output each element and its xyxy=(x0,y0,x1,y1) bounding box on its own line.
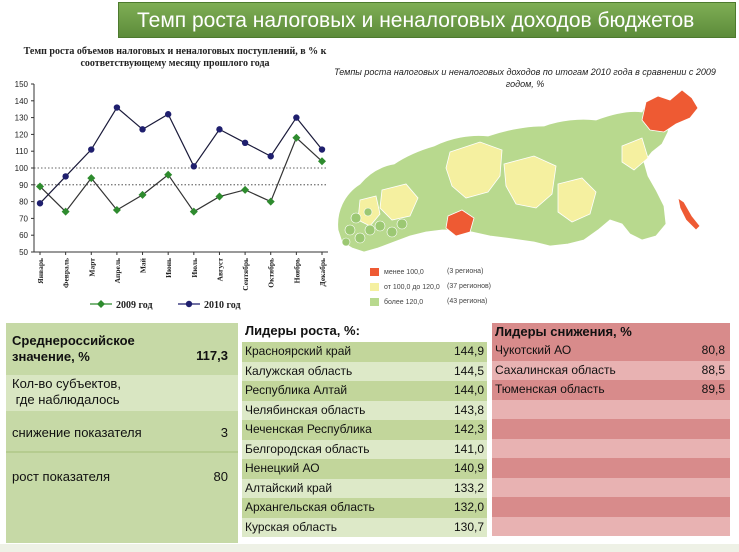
line-chart xyxy=(0,72,345,317)
y-tick-label: 150 xyxy=(14,80,28,89)
map-legend-low xyxy=(370,268,484,276)
footer-bar xyxy=(0,544,739,552)
title-bar xyxy=(118,2,736,38)
leader-name: Челябинская область xyxy=(245,402,366,417)
y-tick-label: 90 xyxy=(19,180,28,190)
decrease-value: 3 xyxy=(220,425,228,440)
data-point-2010 xyxy=(242,140,248,146)
leader-name: Курская область xyxy=(245,519,337,534)
leader-value: 140,9 xyxy=(453,461,484,475)
data-point-2010 xyxy=(165,111,171,117)
y-tick-label: 80 xyxy=(19,197,28,207)
page-title: Темп роста налоговых и неналоговых доходов бюджетов xyxy=(137,9,695,32)
map-legend-high xyxy=(370,298,488,306)
loser-row-empty xyxy=(492,419,730,439)
chart-series xyxy=(36,104,326,215)
leader-name: Архангельская область xyxy=(245,500,375,514)
summary-title-line1: Среднероссийское xyxy=(12,333,135,348)
leader-name: Алтайский край xyxy=(245,480,333,495)
summary-value: 117,3 xyxy=(196,348,228,363)
legend-label: 2010 год xyxy=(204,300,241,311)
data-point-2010 xyxy=(191,163,197,169)
legend-swatch-red xyxy=(370,268,379,276)
loser-row-empty xyxy=(492,400,730,420)
loser-row-empty xyxy=(492,497,730,517)
data-point-2010 xyxy=(114,104,120,110)
loser-name: Тюменская область xyxy=(495,382,605,396)
increase-row xyxy=(12,469,232,484)
legend-low-label: менее 100,0 xyxy=(384,268,424,276)
x-tick-label: Октябрь xyxy=(266,258,276,288)
series-line xyxy=(40,138,322,212)
loser-name: Сахалинская область xyxy=(495,362,616,377)
leader-row xyxy=(242,479,487,499)
legend-swatch-yellow xyxy=(370,283,379,291)
increase-value: 80 xyxy=(213,469,228,484)
map-title-line2: годом, % xyxy=(505,79,545,89)
legend-high-count: (43 региона) xyxy=(447,298,488,305)
losers-heading-bar xyxy=(492,323,730,341)
legend-mid-count: (37 регионов) xyxy=(447,283,492,290)
data-point-2010 xyxy=(139,126,145,132)
count-label-line1: Кол-во субъектов, xyxy=(12,376,121,391)
y-tick-label: 120 xyxy=(14,130,28,140)
leader-row xyxy=(242,498,487,518)
leader-row xyxy=(242,518,487,538)
leader-row xyxy=(242,362,487,382)
chart-title-line1: Темп роста объемов налоговых и неналоговых поступлений, в % к xyxy=(23,46,327,57)
legend-mid-label: от 100,0 до 120,0 xyxy=(384,283,440,291)
leader-row xyxy=(242,440,487,460)
y-tick-label: 100 xyxy=(14,164,28,173)
legend-marker xyxy=(186,301,192,307)
loser-row-empty xyxy=(492,517,730,537)
y-tick-label: 50 xyxy=(19,248,28,257)
y-tick-label: 140 xyxy=(14,96,28,106)
leader-value: 142,3 xyxy=(453,422,484,436)
russia-map xyxy=(330,80,732,260)
x-tick-label: Ноябрь xyxy=(292,258,302,284)
leader-name: Калужская область xyxy=(245,363,353,378)
data-point-2009 xyxy=(241,186,249,194)
legend-high-label: более 120,0 xyxy=(384,298,424,306)
chart-title-line2: соответствующему месяцу прошлого года xyxy=(80,58,270,69)
decrease-row xyxy=(12,425,232,440)
data-point-2009 xyxy=(190,208,198,216)
x-tick-label: Август xyxy=(215,258,225,282)
data-point-2010 xyxy=(293,114,299,120)
loser-name: Чукотский АО xyxy=(495,343,572,357)
loser-row xyxy=(492,380,730,400)
loser-row-empty xyxy=(492,478,730,498)
x-tick-label: Июнь xyxy=(164,258,174,278)
chart-axes xyxy=(15,80,328,291)
map-region-sakhalin xyxy=(678,198,700,230)
leader-row xyxy=(242,401,487,421)
loser-value: 80,8 xyxy=(701,343,725,357)
loser-row-empty xyxy=(492,439,730,459)
data-point-2010 xyxy=(216,126,222,132)
loser-row xyxy=(492,341,730,361)
leader-value: 144,0 xyxy=(453,383,484,397)
leaders-heading: Лидеры роста, %: xyxy=(245,323,360,338)
decrease-label: снижение показателя xyxy=(12,425,142,440)
map-title-line1: Темпы роста налоговых и неналоговых доходов по итогам 2010 года в сравнении с 2009 xyxy=(334,67,716,77)
leader-row xyxy=(242,342,487,362)
x-tick-label: Сентябрь xyxy=(241,258,251,291)
y-tick-label: 60 xyxy=(19,231,28,241)
x-tick-label: Март xyxy=(87,258,97,277)
legend-low-count: (3 региона) xyxy=(447,268,484,275)
chart-legend xyxy=(90,300,241,311)
x-tick-label: Декабрь xyxy=(318,258,327,287)
map-legend-mid xyxy=(370,283,492,291)
leader-name: Красноярский край xyxy=(245,344,352,358)
legend-swatch-green xyxy=(370,298,379,306)
losers-heading: Лидеры снижения, % xyxy=(495,324,632,339)
leader-name: Республика Алтай xyxy=(245,383,348,397)
data-point-2010 xyxy=(62,173,68,179)
leader-value: 141,0 xyxy=(453,441,484,456)
y-tick-label: 70 xyxy=(19,214,28,224)
loser-value: 89,5 xyxy=(701,382,725,396)
leader-name: Белгородская область xyxy=(245,441,370,456)
leader-value: 144,9 xyxy=(453,344,484,358)
legend-marker xyxy=(97,300,105,308)
summary-panel xyxy=(6,323,238,543)
y-tick-label: 130 xyxy=(14,113,28,123)
count-label-line2: где наблюдалось xyxy=(12,392,120,407)
data-point-2010 xyxy=(37,200,43,206)
data-point-2010 xyxy=(319,146,325,152)
leader-name: Чеченская Республика xyxy=(245,422,372,436)
leader-row xyxy=(242,381,487,401)
x-tick-label: Февраль xyxy=(61,258,71,288)
map-region-chukotka xyxy=(642,90,698,132)
data-point-2009 xyxy=(215,193,223,201)
leaders-panel xyxy=(242,323,487,543)
data-point-2010 xyxy=(88,146,94,152)
count-label xyxy=(12,376,232,408)
loser-row-empty xyxy=(492,458,730,478)
loser-value: 88,5 xyxy=(701,362,725,377)
chart-title xyxy=(10,46,340,70)
loser-row xyxy=(492,361,730,381)
leader-row xyxy=(242,459,487,479)
summary-title xyxy=(12,333,232,365)
x-tick-label: Июль xyxy=(189,258,199,278)
losers-panel xyxy=(492,323,730,539)
leader-value: 143,8 xyxy=(453,402,484,417)
leader-value: 130,7 xyxy=(453,519,484,534)
y-tick-label: 110 xyxy=(15,147,28,157)
leader-value: 133,2 xyxy=(453,480,484,495)
x-tick-label: Май xyxy=(138,258,148,274)
leader-name: Ненецкий АО xyxy=(245,461,320,475)
summary-divider xyxy=(6,451,238,453)
leader-value: 132,0 xyxy=(453,500,484,514)
leader-row xyxy=(242,420,487,440)
legend-label: 2009 год xyxy=(116,300,153,311)
x-tick-label: Январь xyxy=(36,258,45,284)
x-tick-label: Апрель xyxy=(112,258,122,284)
data-point-2010 xyxy=(268,153,274,159)
summary-title-line2: значение, % xyxy=(12,349,90,364)
data-point-2009 xyxy=(267,198,275,206)
leader-value: 144,5 xyxy=(453,363,484,378)
increase-label: рост показателя xyxy=(12,469,110,484)
